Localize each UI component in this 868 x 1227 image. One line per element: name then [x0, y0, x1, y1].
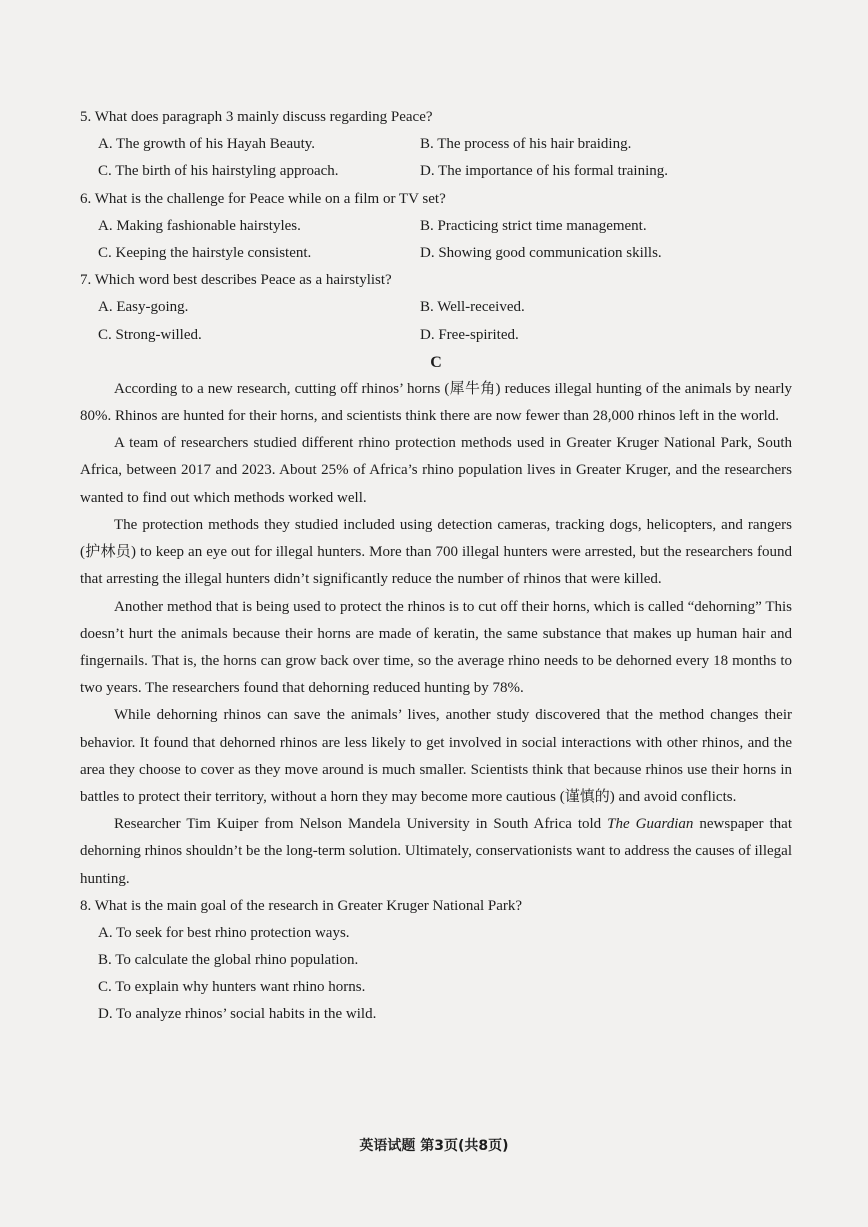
question-8-stem: 8. What is the main goal of the research in Greater Kruger National Park? [80, 897, 523, 914]
question-5-option-b: B. The process of his hair braiding. [420, 136, 632, 153]
question-6-option-b: B. Practicing strict time management. [420, 217, 647, 234]
question-6-stem: 6. What is the challenge for Peace while on a film or TV set? [80, 190, 446, 207]
question-8-option-a: A. To seek for best rhino protection ways. [98, 924, 350, 941]
passage-paragraph-6 [80, 811, 792, 893]
question-6-option-a: A. Making fashionable hairstyles. [98, 217, 301, 234]
question-7-stem: 7. Which word best describes Peace as a hairstylist? [80, 272, 392, 289]
passage-paragraph-2: A team of researchers studied different rhino protection methods used in Greater Kruger National Park, South Africa, between 2017 and 2023. About 25% of Africa’s rhino population lives in Greater Kruger, and the researchers wanted to find out which methods worked well. [80, 435, 792, 506]
question-7-option-a: A. Easy-going. [98, 299, 189, 316]
page-content [80, 104, 792, 1029]
question-5-option-c: C. The birth of his hairstyling approach. [98, 163, 339, 180]
question-5-options-row-1 [80, 131, 792, 158]
section-heading: C [430, 353, 442, 371]
question-5-option-a: A. The growth of his Hayah Beauty. [98, 136, 316, 153]
question-5-stem: 5. What does paragraph 3 mainly discuss regarding Peace? [80, 109, 433, 125]
page-footer: 英语试题 第3页(共8页) [359, 1138, 509, 1154]
paragraph-6-text-start: Researcher Tim Kuiper from Nelson Mandela University in South Africa told [114, 816, 608, 833]
question-7-option-b: B. Well-received. [420, 299, 525, 316]
question-6-options-row-1 [80, 213, 792, 240]
question-5-options-row-2 [80, 158, 792, 185]
passage-paragraph-4: Another method that is being used to protect the rhinos is to cut off their horns, which is called “dehorning” This doesn’t hurt the animals because their horns are made of keratin, the same substance that makes up human hair and fingernails. That is, the horns can grow back over time, so the average rhino needs to be dehorned every 18 months to two years. The researchers found that dehorning reduced hunting by 78%. [80, 598, 792, 697]
question-6-option-d: D. Showing good communication skills. [420, 244, 662, 261]
question-7-option-d: D. Free-spirited. [420, 326, 519, 343]
question-8-option-c: C. To explain why hunters want rhino horns. [98, 979, 366, 996]
question-7-option-c: C. Strong-willed. [98, 326, 202, 343]
question-7-options-row-2 [80, 322, 792, 349]
question-6-options-row-2 [80, 240, 792, 267]
question-5-option-d: D. The importance of his formal training. [420, 163, 668, 180]
question-8-option-d: D. To analyze rhinos’ social habits in the wild. [98, 1006, 377, 1023]
question-8-option-b: B. To calculate the global rhino population. [98, 952, 359, 969]
passage-paragraph-1: According to a new research, cutting off rhinos’ horns (犀牛角) reduces illegal hunting of the animals by nearly 80%. Rhinos are hunted for their horns, and scientists think there are now fewer than 28,000 rhinos left in the world. [80, 380, 792, 425]
question-7-options-row-1 [80, 294, 792, 321]
passage-paragraph-5: While dehorning rhinos can save the animals’ lives, another study discovered that the method changes their behavior. It found that dehorned rhinos are less likely to get involved in social interactions with other rhinos, and the area they choose to cover as they move around is much smaller. Scientists think that because rhinos use their horns in battles to protect their territory, without a horn they may become more cautious (谨慎的) and avoid conflicts. [80, 707, 792, 805]
passage-paragraph-3: The protection methods they studied included using detection cameras, tracking dogs, helicopters, and rangers (护林员) to keep an eye out for illegal hunters. More than 700 illegal hunters were arrested, but the researchers found that arresting the illegal hunters didn’t significantly reduce the number of rhinos that were killed. [80, 516, 792, 588]
paragraph-6-text-end: newspaper that dehorning rhinos shouldn’t be the long-term solution. Ultimately, conservationists want to address the causes of illegal hunting. [80, 816, 793, 887]
question-6-option-c: C. Keeping the hairstyle consistent. [98, 244, 312, 261]
newspaper-title: The Guardian [607, 816, 694, 833]
